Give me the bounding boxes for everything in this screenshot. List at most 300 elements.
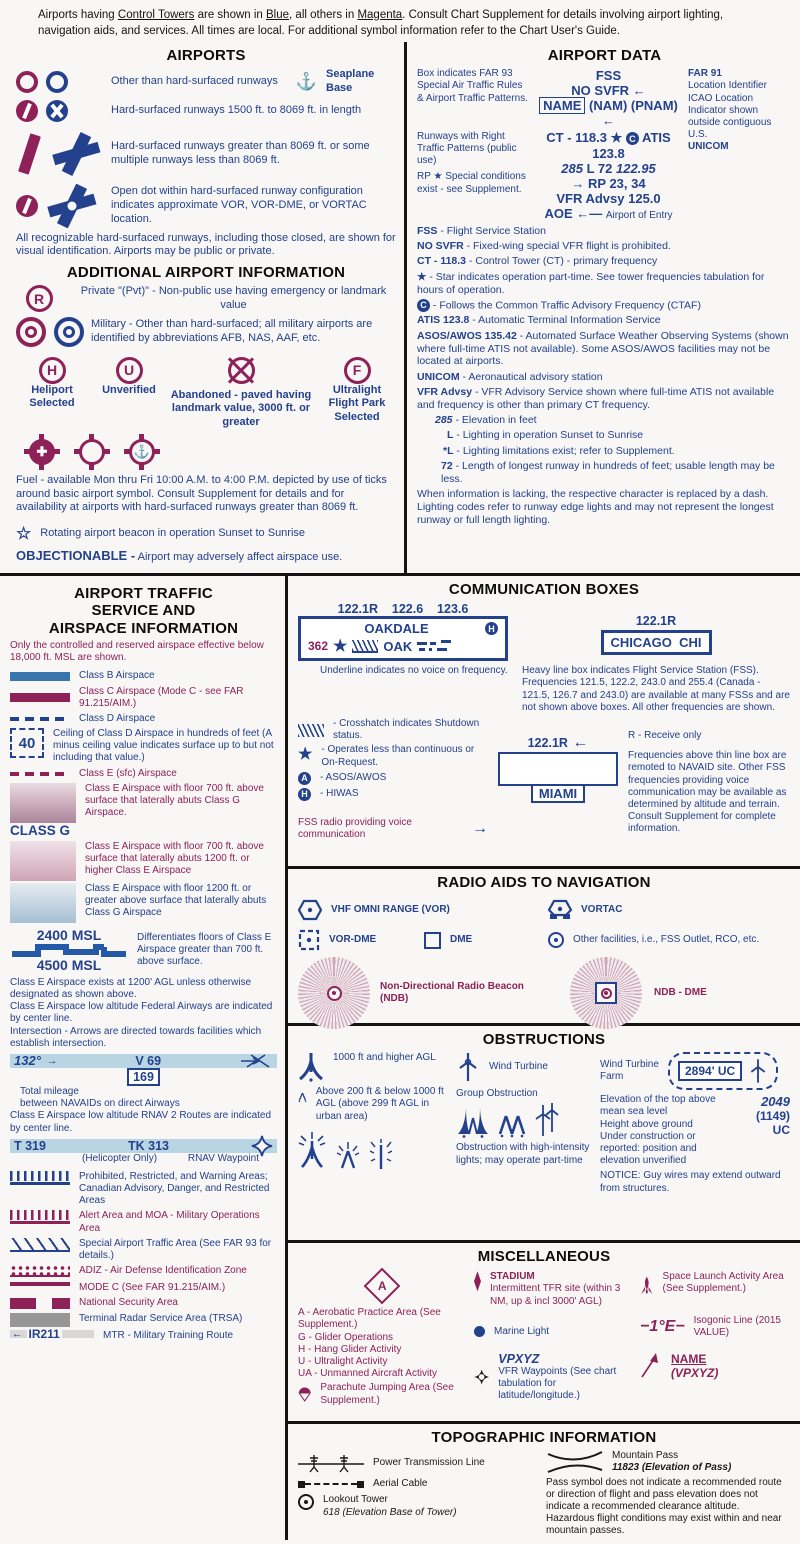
def-unicom (417, 371, 792, 384)
special-traffic-row (10, 1238, 277, 1262)
class-b-row (10, 670, 277, 682)
def-atis-text: - Automatic Terminal Information Service (472, 314, 661, 327)
topo-title: TOPOGRAPHIC INFORMATION (431, 1429, 657, 1447)
mountain-pass-row (546, 1450, 790, 1474)
chicago-freq: 122.1R (635, 614, 677, 629)
oakdale-name: OAKDALE (364, 621, 429, 637)
isogonic-row (640, 1315, 790, 1339)
mtr-arrow-icon: ← (12, 1327, 23, 1340)
group-wind-turbine-icon (534, 1102, 560, 1138)
mode-c-row (10, 1282, 277, 1294)
mode-c-swatch (10, 1282, 70, 1286)
vfr-waypoint-row (474, 1352, 632, 1403)
oakdale-ndb-freq: 362 (308, 639, 329, 654)
miami-group (498, 716, 618, 845)
obstructions-left (298, 1052, 448, 1195)
airspace-intro: Only the controlled and reserved airspace effective below 18,000 ft. MSL are shown. (10, 639, 264, 664)
lighting-code: L 72 (586, 161, 613, 177)
header-seg4: . Consult Chart Supplement for details involving airport lighting, navigation aids, and services. All times are local. For additional symbol information refer to the Chart User's Guide. (38, 9, 724, 38)
atis-text: ATIS 123.8 (592, 130, 671, 162)
vor-airport-magenta-icon (16, 195, 38, 217)
def-72-text: - Length of longest runway in hundreds of feet; usable length may be less. (441, 459, 775, 485)
class-g-label: CLASS G (10, 822, 71, 838)
def-fss (417, 225, 792, 238)
mtr-swatch (10, 1326, 94, 1341)
group-obstruction-small-icon (498, 1112, 526, 1138)
guy-wires-notice: NOTICE: Guy wires may extend outward from structures. (600, 1170, 781, 1194)
vor-dme-icon (298, 929, 320, 951)
def-unicom-term: UNICOM (417, 370, 460, 383)
nsa-row (10, 1297, 277, 1309)
fss-label: FSS (595, 68, 622, 84)
special-traffic-label: Special Airport Traffic Area (See FAR 93 for details.) (79, 1237, 272, 1261)
objectionable-def: Airport may adversely affect airspace use. (137, 551, 343, 564)
vfr-waypoints-label: VFR Waypoints (See chart tabulation for latitude/longitude.) (498, 1365, 617, 1402)
t-route-label: T 319 (14, 1138, 46, 1153)
legend-header-note (0, 0, 800, 42)
t-route-captions (10, 1153, 277, 1165)
def-ctaf-text: - Follows the Common Traffic Advisory Frequency (CTAF) (432, 299, 701, 312)
dme-icon (424, 932, 441, 949)
msl-note: Differentiates floors of Class E Airspace greater than 700 ft. above surface. (137, 931, 272, 967)
lights-label: Obstruction with high-intensity lights; may operate part-time (456, 1142, 590, 1166)
star-legend-row (298, 744, 488, 768)
trsa-swatch (10, 1313, 70, 1327)
lighted-obstruction-icons (298, 1131, 448, 1171)
airports-row-hard1500 (16, 100, 396, 122)
power-line-label: Power Transmission Line (373, 1457, 485, 1469)
mode-c-label: MODE C (See FAR 91.215/AIM.) (79, 1282, 226, 1294)
lookout-tower-label: Lookout Tower (323, 1494, 388, 1506)
msl-top-label: 2400 MSL (36, 926, 102, 943)
class-e-700e-row (10, 841, 277, 881)
airport-data-left-notes (417, 68, 529, 222)
low-obstruction-icon (298, 1086, 307, 1108)
class-e-700e-label: Class E Airspace with floor 700 ft. above surface that laterally abuts 1200 ft. or higher Class E Airspace (85, 840, 264, 877)
helicopter-only-label: (Helicopter Only) (82, 1152, 158, 1164)
parachute-icon (298, 1385, 311, 1405)
def-72-term: 72 (441, 459, 453, 472)
vp-code: VPXYZ (498, 1351, 540, 1366)
military-magenta-icon (16, 317, 46, 347)
misc-body (298, 1269, 790, 1407)
def-asos-text: - Automated Surface Weather Observing Systems (shown where full-time ATIS not available). Some ASOS/AWOS facilities may not be located at airports. (417, 329, 789, 368)
seaplane-anchor-icon: ⚓ (295, 71, 317, 91)
aoe-line (533, 206, 684, 222)
comm-title: COMMUNICATION BOXES (448, 581, 640, 599)
moa-swatch (10, 1210, 70, 1224)
oakdale-id: OAK (383, 638, 413, 654)
hiwas-icon: H (298, 788, 311, 801)
stadium-label: STADIUM (489, 1271, 535, 1283)
loc-id-label: Location Identifier (688, 80, 767, 92)
star-note: - Operates less than continuous or On-Request. (321, 744, 475, 768)
nsa-label: National Security Area (79, 1297, 178, 1309)
class-d-row (10, 713, 277, 725)
underline-note: Underline indicates no voice on frequency. (320, 665, 508, 677)
lookout-tower-row (298, 1494, 536, 1518)
vor-icon (298, 899, 322, 921)
high-obstruction-icon (298, 1052, 324, 1082)
thin-box-note: Frequencies above thin line box are remoted to NAVAID site. Other FSS frequencies providing voice communication may be available as determined by altitude and terrain. Consult Supplement for complete information. (628, 750, 787, 835)
def-285 (435, 414, 792, 427)
beacon-row (16, 524, 396, 544)
def-unicom-text: - Aeronautical advisory station (462, 370, 603, 383)
def-72 (441, 460, 792, 486)
high-obstruction-label: 1000 ft and higher AGL (333, 1052, 436, 1064)
lookout-tower-text (323, 1494, 457, 1518)
radio-title: RADIO AIDS TO NAVIGATION (437, 874, 651, 892)
star-icon: ★ (298, 746, 313, 764)
wind-farm-row (600, 1052, 790, 1090)
aerobatic-icon-wrap (298, 1273, 466, 1299)
elevation-block (600, 1094, 790, 1167)
elevation-value: 285 (561, 161, 583, 177)
space-launch-row (640, 1271, 790, 1301)
no-svfr-text: NO SVFR (571, 83, 630, 99)
def-ct (417, 255, 792, 268)
marine-light-row (474, 1326, 632, 1338)
note-1200: Class E Airspace exists at 1200' AGL unless otherwise designated as shown above. (10, 976, 252, 1000)
class-d-label: Class D Airspace (79, 712, 156, 724)
def-vfradvsy-text: - VFR Advisory Service shown where full-time ATIS not available and frequency is other than primary CT frequency. (417, 385, 775, 411)
dme-label: DME (450, 934, 473, 946)
arrow-right-icon: → (571, 176, 585, 192)
power-transmission-icon (298, 1452, 364, 1474)
tk-route-label: TK 313 (127, 1138, 169, 1153)
def-vfradvsy-term: VFR Advsy (417, 385, 473, 398)
msl-row (10, 927, 277, 973)
named-waypoint-row (640, 1352, 790, 1380)
class-e-1200-swatch (10, 883, 76, 923)
class-e-700g-swatch-wrap (10, 783, 76, 838)
uc-value: UC (772, 1123, 790, 1138)
oakdale-box (298, 616, 508, 661)
waypoint-flag-icon (640, 1352, 662, 1378)
vfr-waypoint-text (498, 1352, 632, 1403)
airport-data-right-notes (688, 68, 792, 222)
class-e-sfc-swatch (10, 772, 70, 776)
parachute-row (298, 1382, 466, 1406)
beacon-star-icon: ☆ (16, 524, 32, 544)
def-atis-term: ATIS 123.8 (417, 314, 470, 327)
rp-text: RP 23, 34 (588, 176, 646, 192)
wind-farm-label: Wind Turbine Farm (600, 1059, 659, 1083)
icao-note: ICAO Location Indicator shown outside contiguous U.S. (688, 92, 772, 141)
miami-freq-wrap (498, 734, 618, 752)
power-line-row (298, 1452, 536, 1474)
fuel-airport-filled-icon: ✚ (24, 434, 60, 470)
private-row (16, 285, 396, 313)
victor-airway-label: V 69 (135, 1053, 162, 1068)
class-e-700e-swatch (10, 841, 76, 881)
parachute-label: Parachute Jumping Area (See Supplement.) (320, 1382, 454, 1406)
def-l (447, 429, 792, 442)
special-traffic-swatch (10, 1238, 70, 1252)
def-asos-term: ASOS/AWOS 135.42 (417, 329, 517, 342)
heavy-box-note: Heavy line box indicates Flight Service Station (FSS). Frequencies 121.5, 122.2, 243.0 and 255.4 (Canada - 121.5, 126.7 and 243.0) are available at many FSSs and are not shown above boxes. All other frequencies are shown. (522, 665, 790, 713)
rocket-icon (640, 1271, 654, 1301)
topographic-section (288, 1429, 800, 1544)
adiz-label: ADIZ - Air Defense Identification Zone (79, 1265, 247, 1277)
airport-data-diagram (417, 68, 792, 222)
def-star-text: - Star indicates operation part-time. See tower frequencies tabulation for hours of operation. (417, 270, 765, 296)
hang-glider-label: H - Hang Glider Activity (298, 1343, 402, 1355)
class-c-swatch (10, 693, 70, 702)
shutdown-crosshatch-icon (352, 640, 378, 653)
class-b-swatch (10, 672, 70, 681)
aerobatic-diamond-icon (364, 1268, 401, 1305)
def-nosvfr-term: NO SVFR (417, 240, 464, 253)
misc-right (640, 1269, 790, 1407)
vor-dme-label: VOR-DME (329, 934, 377, 946)
name-box: NAME (539, 97, 585, 114)
airports-column (0, 42, 404, 573)
stadium-note: Intermittent TFR site (within 3 NM, up & incl 3000' AGL) (489, 1283, 621, 1307)
bearing-label: 132° (14, 1053, 41, 1069)
airport-other-magenta-icon (16, 71, 38, 93)
objectionable-row (16, 548, 396, 565)
header-seg3: , all others in (289, 9, 358, 21)
group-obstruction-tall-icon (456, 1104, 490, 1138)
glider-label: G - Glider Operations (298, 1331, 394, 1343)
msl-bottom-label: 4500 MSL (36, 956, 102, 973)
arrow-left-icon3: ←— (576, 206, 603, 222)
elev-label: Elevation of the top above mean sea level (600, 1094, 716, 1118)
abandoned-label: Abandoned - paved having landmark value, 3000 ft. or greater (170, 388, 312, 429)
stadium-row (474, 1271, 632, 1308)
group-obstruction-label: Group Obstruction (456, 1088, 538, 1100)
wind-farm-turbine-icon (748, 1058, 768, 1084)
airport-data-title: AIRPORT DATA (547, 47, 662, 65)
def-ct-text: - Control Tower (CT) - primary frequency (468, 255, 658, 268)
low-obstruction-row (298, 1086, 448, 1123)
airports-row-hard8069 (16, 132, 396, 176)
mileage-box-wrap (10, 1070, 277, 1084)
def-starl-text: - Lighting limitations exist; refer to Supplement. (456, 444, 675, 457)
def-ct-term: CT - 118.3 (417, 255, 467, 268)
radio-row-3 (298, 957, 790, 1029)
lighted-tall-obstruction-icon (298, 1131, 326, 1171)
far91-label: FAR 91 (688, 68, 722, 80)
mileage-note-2: between NAVAIDs on direct Airways (20, 1098, 180, 1110)
class-d-ceiling-label: Ceiling of Class D Airspace in hundreds of feet (A minus ceiling value indicates surface up to but not including that value.) (53, 728, 274, 764)
other-facilities-item (548, 929, 759, 951)
waypoint-name-label: NAME (671, 1351, 707, 1366)
wind-turbine-row (456, 1052, 592, 1082)
airspace-title-2: SERVICE AND (91, 602, 196, 620)
class-d-swatch (10, 717, 70, 721)
ndb-dme-icon (570, 957, 642, 1029)
stadium-icon (474, 1271, 481, 1291)
miami-name-wrap (498, 786, 618, 803)
unicom-freq: 122.95 (615, 161, 656, 177)
objectionable-term: OBJECTIONABLE - (16, 548, 136, 564)
isogonic-label: Isogonic Line (2015 VALUE) (693, 1315, 781, 1339)
ct-text: CT - 118.3 ★ (546, 130, 623, 146)
military-blue-icon (54, 317, 84, 347)
private-label: Private "(Pvt)" - Non-public use having emergency or landmark value (80, 285, 387, 311)
ultralight-activity-label: U - Ultralight Activity (298, 1355, 388, 1367)
note-airways: Class E Airspace low altitude Federal Airways are indicated by center line. (10, 1001, 273, 1025)
vor-dme-item (298, 929, 424, 951)
arrow-left-icon: ← (632, 83, 646, 99)
obstructions-middle (456, 1052, 592, 1195)
wind-farm-value: 2894' UC (678, 1061, 742, 1081)
vor-item (298, 899, 548, 921)
miami-thin-box (498, 752, 618, 786)
lookout-tower-elev: 618 (Elevation Base of Tower) (323, 1506, 457, 1518)
trsa-row (10, 1313, 277, 1327)
t-route-band (10, 1139, 277, 1153)
airport-data-example (533, 68, 684, 222)
aerial-cable-row (298, 1478, 536, 1490)
note-intersection: Intersection - Arrows are directed towards facilities which establish intersection. (10, 1025, 262, 1049)
header-seg2: are shown in (194, 9, 267, 21)
aoe-label: Airport of Entry (605, 210, 673, 222)
wind-turbine-icon (456, 1052, 480, 1082)
named-waypoint-text (671, 1352, 718, 1380)
receive-only-note: R - Receive only (628, 729, 702, 741)
class-e-700g-swatch (10, 783, 76, 823)
additional-title: ADDITIONAL AIRPORT INFORMATION (66, 264, 346, 282)
radio-row-1 (298, 895, 790, 925)
bottom-right-column (288, 576, 800, 1540)
airport-data-footer: When information is lacking, the respective character is replaced by a dash. Lighting codes refer to runway edge lights and may not represent the longest runway or full length lighting. (417, 488, 774, 526)
header-magenta: Magenta (357, 9, 403, 21)
hiwas-legend-row (298, 788, 488, 801)
airport-other-blue-icon (46, 71, 68, 93)
ultralight-item (318, 357, 396, 425)
airports-note: All recognizable hard-surfaced runways, including those closed, are shown for visual identification. Airports may be public or private. (16, 231, 396, 258)
moa-label: Alert Area and MOA - Military Operations Area (79, 1210, 260, 1234)
victor-airway-band (10, 1054, 277, 1068)
lighted-pole-obstruction-icon (370, 1139, 392, 1171)
def-fss-term: FSS (417, 224, 438, 237)
def-l-term: L (447, 429, 454, 442)
military-label: Military - Other than hard-surfaced; all military airports are identified by abbreviations AFB, NAS, AAF, etc. (91, 317, 373, 344)
class-d-ceiling-box: 40 (10, 728, 44, 758)
top-sections (0, 42, 800, 576)
fuel-icons-row (24, 434, 396, 470)
airspace-title (10, 585, 277, 637)
name-line (533, 98, 684, 128)
obstructions-section (288, 1031, 800, 1243)
class-e-700g-label: Class E Airspace with floor 700 ft. above surface that laterally abuts Class G Airspace. (85, 782, 264, 819)
class-d-ceiling-row (10, 728, 277, 765)
class-e-1200-label: Class E Airspace with floor 1200 ft. or greater above surface that laterally abuts Class G Airspace (85, 882, 267, 919)
no-svfr-label (533, 83, 684, 98)
morse-code-icon (417, 640, 459, 652)
prohibited-label: Prohibited, Restricted, and Warning Areas; Canadian Advisory, Danger, and Restricted Areas (79, 1170, 270, 1207)
misc-title: MISCELLANEOUS (477, 1248, 611, 1266)
mtr-route-label: IR211 (28, 1326, 60, 1341)
height-label: Height above ground (600, 1118, 693, 1130)
def-asos (417, 330, 792, 368)
unicom-label: UNICOM (688, 141, 729, 153)
topo-left (298, 1450, 536, 1537)
mtr-label: MTR - Military Training Route (103, 1329, 234, 1341)
class-c-row (10, 686, 277, 710)
class-b-label: Class B Airspace (79, 670, 155, 682)
oakdale-star-icon: ★ (333, 638, 348, 656)
ctaf-c-icon: C (626, 132, 639, 145)
def-285-text: - Elevation in feet (455, 414, 537, 427)
chicago-box-wrap (522, 630, 790, 655)
class-e-sfc-label: Class E (sfc) Airspace (79, 767, 177, 779)
intersection-arrows-icon (239, 1054, 273, 1068)
airport-hard1500-label: Hard-surfaced runways 1500 ft. to 8069 ft. in length (111, 103, 362, 116)
abandoned-item (170, 357, 312, 430)
mountain-pass-icon (546, 1450, 604, 1474)
elevation-values (738, 1094, 790, 1167)
msl-step-icon (10, 943, 128, 957)
mountain-pass-label: Mountain Pass (612, 1450, 679, 1462)
airport-data-definitions (417, 225, 792, 527)
fss-radio-row (298, 817, 488, 841)
mileage-note-1: Total mileage (20, 1085, 79, 1097)
ndb-dme-label: NDB - DME (654, 987, 707, 999)
msl-diagram (10, 927, 128, 973)
mountain-pass-text (612, 1450, 731, 1474)
fuel-seaplane-icon: ⚓ (124, 434, 160, 470)
aerobatic-letter: A (377, 1279, 387, 1294)
waypoint-name-code: (VPXYZ) (671, 1365, 719, 1380)
aoe-text: AOE (544, 206, 573, 222)
crosshatch-legend-row (298, 718, 488, 742)
airport-hard8069-label: Hard-surfaced runways greater than 8069 ft. or some multiple runways less than 8069 ft. (111, 139, 370, 166)
ultralight-label: Ultralight Flight Park Selected (328, 383, 386, 424)
airport-data-column (404, 42, 800, 573)
rnav-waypoint-label: RNAV Waypoint (187, 1152, 259, 1164)
comm-legend (298, 716, 488, 845)
unverified-label: Unverified (102, 383, 156, 396)
misc-left (298, 1269, 466, 1407)
mountain-pass-elev: 11823 (Elevation of Pass) (612, 1462, 732, 1474)
ndb-label: Non-Directional Radio Beacon (NDB) (380, 981, 524, 1005)
bearing-arrow-icon: → (46, 1054, 58, 1067)
low-obstruction-label: Above 200 ft & below 1000 ft AGL (above 299 ft AGL in urban area) (315, 1086, 444, 1122)
aerial-cable-icon (298, 1481, 364, 1488)
ultralight-icon: F (344, 357, 371, 384)
chicago-freq-wrap (522, 612, 790, 630)
obstructions-right (600, 1052, 790, 1195)
airport-hard-blue-icon (46, 100, 68, 122)
beacon-label: Rotating airport beacon in operation Sunset to Sunrise (40, 527, 306, 540)
radio-aids-section (288, 874, 800, 1026)
abandoned-icon (228, 357, 255, 384)
marine-light-label: Marine Light (494, 1325, 550, 1337)
other-facility-icon (548, 932, 564, 948)
isogonic-value: −1°E− (640, 1318, 685, 1336)
def-nosvfr (417, 240, 792, 253)
airports-title: AIRPORTS (166, 47, 246, 65)
def-star-term: ★ (417, 270, 427, 283)
mtr-row (10, 1326, 277, 1342)
lookout-tower-icon (298, 1494, 314, 1510)
group-obstruction-icons (456, 1102, 592, 1138)
adiz-swatch (10, 1265, 70, 1277)
def-nosvfr-text: - Fixed-wing special VFR flight is prohibited. (466, 240, 671, 253)
uc-label: Under construction or reported: position and elevation unverified (600, 1130, 697, 1167)
nam-label: (NAM) (PNAM) (589, 98, 678, 114)
heliport-item (16, 357, 88, 412)
aerobatic-label: A - Aerobatic Practice Area (See Supplement.) (298, 1307, 441, 1331)
private-r-icon: R (26, 285, 53, 312)
header-blue: Blue (266, 9, 290, 21)
high-obstruction-row (298, 1052, 448, 1082)
crossed-runways-open-dot-icon (46, 184, 98, 228)
